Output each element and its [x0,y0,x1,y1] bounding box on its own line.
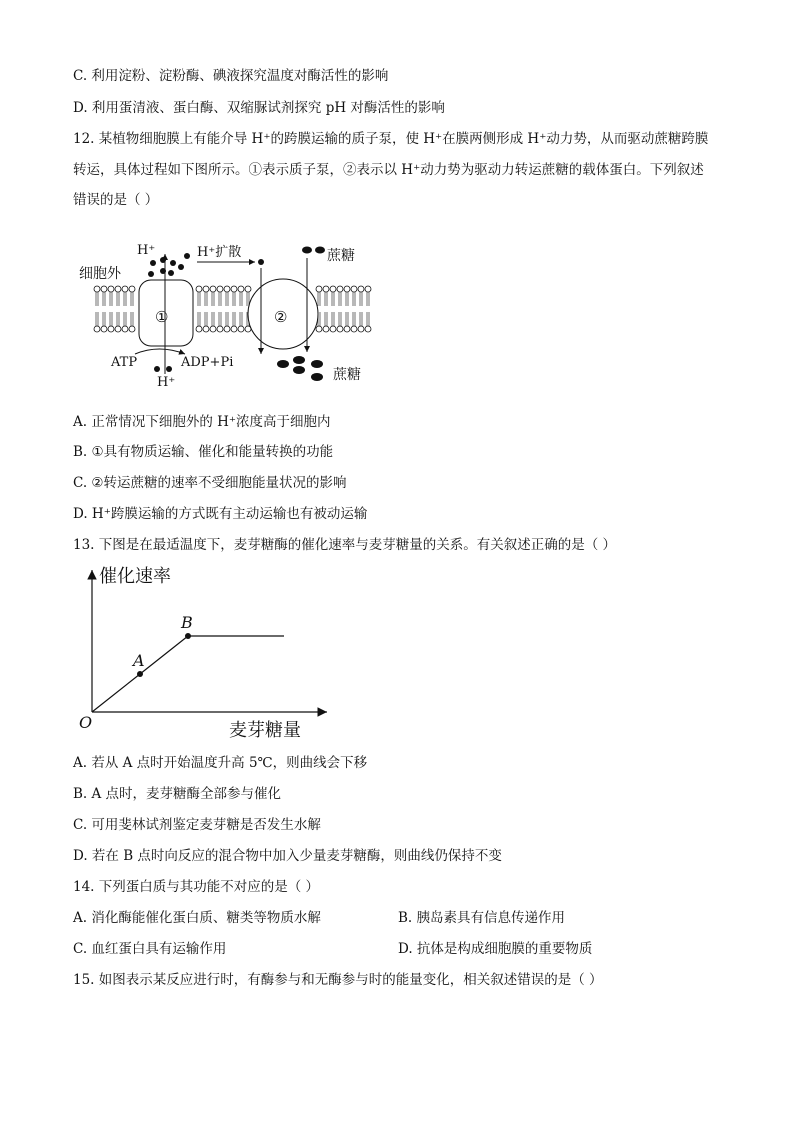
q12-stem-line1: 12. 某植物细胞膜上有能介导 H⁺的跨膜运输的质子泵，使 H⁺在膜两侧形成 H⁺动力势，从而驱动蔗糖跨膜 [73,131,709,147]
h-ion-diffusing [258,259,264,265]
q12-option-d: D. H⁺跨膜运输的方式既有主动运输也有被动运输 [73,506,368,522]
label-cell-outside: 细胞外 [79,266,121,282]
label-h-diffusion: H⁺扩散 [197,245,242,260]
point-label-a: A [133,651,145,670]
lipid-bilayer-middle [196,286,251,332]
label-atp: ATP [111,355,138,370]
proton-pump-label: ① [155,308,169,326]
origin-label: O [79,713,93,732]
y-axis-label: 催化速率 [99,566,171,587]
q15-stem: 15. 如图表示某反应进行时，有酶参与和无酶参与时的能量变化，相关叙述错误的是（ ） [73,972,603,988]
q12-option-c: C. ②转运蔗糖的速率不受细胞能量状况的影响 [73,475,347,491]
q14-option-d: D. 抗体是构成细胞膜的重要物质 [398,941,593,957]
rate-curve [92,636,284,712]
arrow-atp-adp [135,349,185,354]
lipid-bilayer-right [316,286,371,332]
lipid-bilayer-left [94,286,135,332]
h-ions-inside [154,366,172,372]
q12-stem-line3: 错误的是（ ） [73,192,159,208]
point-a [137,671,143,677]
label-sucrose-bottom: 蔗糖 [333,367,361,383]
q13-option-c: C. 可用斐林试剂鉴定麦芽糖是否发生水解 [73,817,321,833]
q14-option-b: B. 胰岛素具有信息传递作用 [398,910,566,926]
x-axis-label: 麦芽糖量 [229,720,301,741]
q12-option-a: A. 正常情况下细胞外的 H⁺浓度高于细胞内 [73,414,331,430]
q13-stem: 13. 下图是在最适温度下，麦芽糖酶的催化速率与麦芽糖量的关系。有关叙述正确的是（ ） [73,537,617,553]
q12-stem-line2: 转运，具体过程如下图所示。①表示质子泵，②表示以 H⁺动力势为驱动力转运蔗糖的载体蛋白。下列叙述 [73,162,704,178]
q14-option-a: A. 消化酶能催化蛋白质、糖类等物质水解 [73,910,321,926]
label-adp: ADP+Pi [181,355,234,370]
q13-option-b: B. A 点时，麦芽糖酶全部参与催化 [73,786,282,802]
sucrose-inside [277,356,323,381]
point-b [185,633,191,639]
q11-option-c: C. 利用淀粉、淀粉酶、碘液探究温度对酶活性的影响 [73,68,389,84]
q13-rate-chart [75,560,345,745]
q12-option-b: B. ①具有物质运输、催化和能量转换的功能 [73,444,334,460]
q13-option-a: A. 若从 A 点时开始温度升高 5℃，则曲线会下移 [73,755,368,771]
label-h-bottom: H⁺ [157,375,176,390]
q11-option-d: D. 利用蛋清液、蛋白酶、双缩脲试剂探究 pH 对酶活性的影响 [73,100,445,116]
q14-stem: 14. 下列蛋白质与其功能不对应的是（ ） [73,879,320,895]
point-label-b: B [181,613,193,632]
label-sucrose-top: 蔗糖 [327,248,355,264]
q14-option-c: C. 血红蛋白具有运输作用 [73,941,227,957]
q12-membrane-figure [75,236,385,396]
label-h-top: H⁺ [137,243,156,258]
q13-option-d: D. 若在 B 点时向反应的混合物中加入少量麦芽糖酶，则曲线仍保持不变 [73,848,502,864]
sucrose-outside [302,247,325,254]
carrier-protein-label: ② [274,308,288,326]
